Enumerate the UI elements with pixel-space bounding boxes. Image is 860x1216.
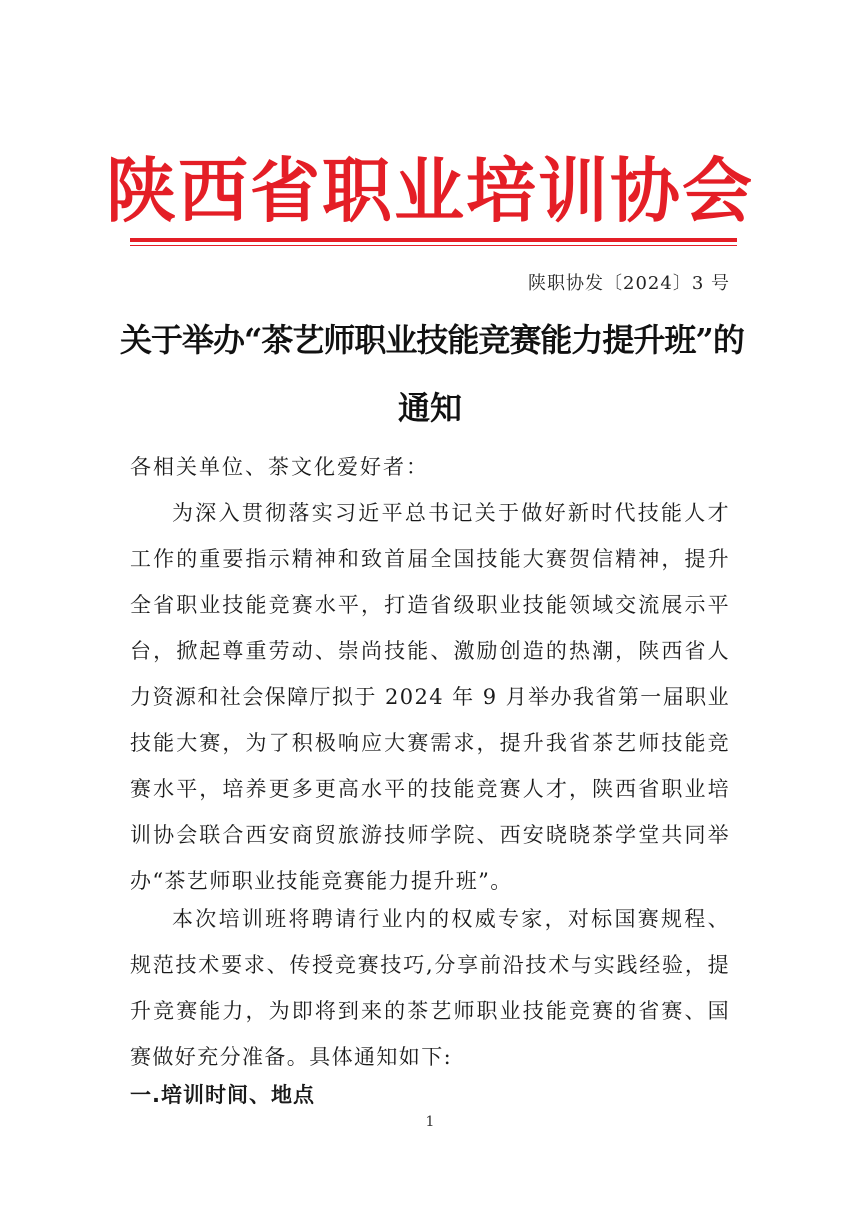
- org-masthead: 陕西省职业培训协会: [106, 150, 754, 232]
- document-number: 陕职协发〔2024〕3 号: [528, 273, 730, 294]
- salutation: 各相关单位、茶文化爱好者：: [130, 455, 429, 479]
- body-paragraph: 本次培训班将聘请行业内的权威专家，对标国赛规程、规范技术要求、传授竞赛技巧,分享前沿技术与实践经验，提升竞赛能力，为即将到来的茶艺师职业技能竞赛的省赛、国赛做好充分准备。具体通知如下:: [130, 907, 730, 1069]
- masthead-red-rule-thin: [130, 245, 737, 246]
- masthead-red-rule: [130, 238, 737, 242]
- document-title-line1: 关于举办“茶艺师职业技能竞赛能力提升班”的: [120, 321, 744, 359]
- page-number: 1: [425, 1114, 435, 1130]
- section-heading: 一.培训时间、地点: [130, 1083, 315, 1107]
- body-paragraph: 为深入贯彻落实习近平总书记关于做好新时代技能人才工作的重要指示精神和致首届全国技能大赛贺信精神，提升全省职业技能竞赛水平，打造省级职业技能领域交流展示平台，掀起尊重劳动、崇尚技能、激励创造的热潮，陕西省人力资源和社会保障厅拟于 2024 年 9 月举办我省第一届职业技能大赛，为了积极响应大赛需求，提升我省茶艺师技能竞赛水平，培养更多更高水平的技能竞赛人才，陕西省职业培训协会联合西安商贸旅游技师学院、西安晓晓茶学堂共同举办“茶艺师职业技能竞赛能力提升班”。: [130, 501, 730, 893]
- document-title-line2: 通知: [397, 389, 462, 427]
